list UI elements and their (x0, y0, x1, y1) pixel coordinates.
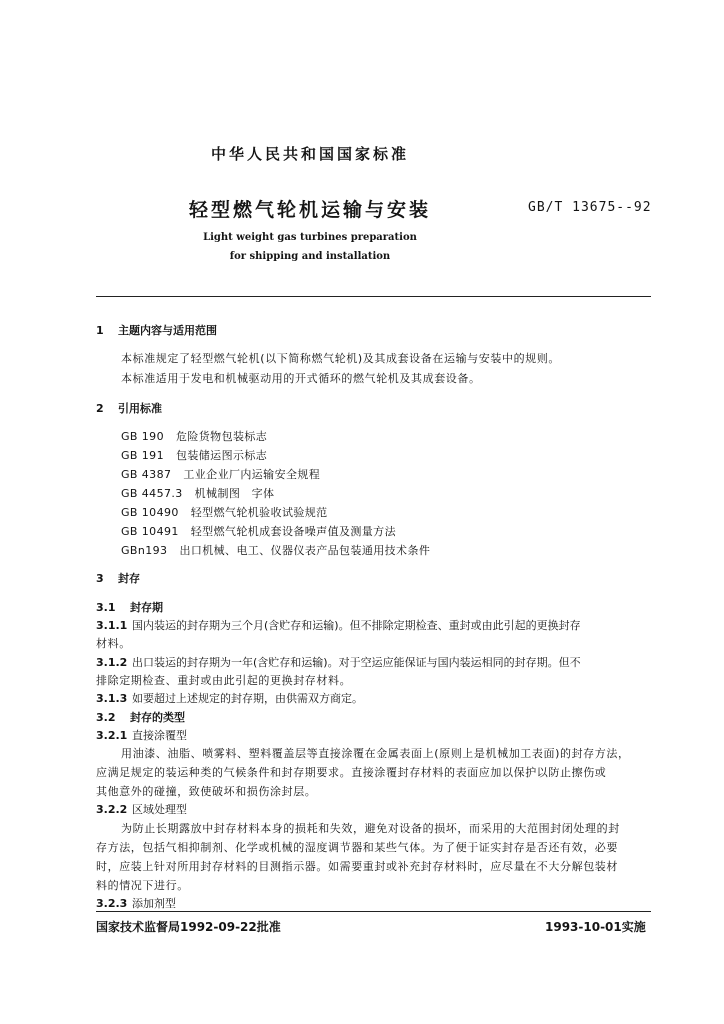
clause-3-1-2-line-2: 排除定期检查、重封或由此引起的更换封存材料。 (96, 674, 352, 687)
reference-title: 包装储运图示标志 (175, 449, 268, 462)
reference-title: 危险货物包装标志 (175, 430, 268, 443)
clause-3-2-2-line-2: 存方法，包括气相抑制剂、化学或机械的湿度调节器和某些气体。为了便于证实封存是否还有效，必要 (96, 841, 618, 854)
section-title: 引用标准 (118, 402, 162, 415)
clause-number: 3.2.1 (96, 729, 128, 742)
clause-number: 3.1.3 (96, 692, 128, 705)
clause-title: 直接涂覆型 (132, 729, 187, 742)
clause-3-1-2-line-1 (96, 654, 581, 670)
implementation-date: 1993-10-01实施 (545, 920, 646, 934)
section-number: 1 (96, 324, 104, 337)
standard-name: 中华人民共和国国家标准 (210, 145, 409, 163)
clause-title: 添加剂型 (132, 897, 176, 910)
reference-item (121, 542, 430, 558)
section-number: 3 (96, 572, 104, 585)
reference-code: GB 10491 (121, 525, 179, 538)
clause-3-1-3 (96, 690, 363, 706)
subsection-number: 3.1 (96, 601, 116, 614)
clause-3-1-1-line-1 (96, 617, 581, 633)
reference-item (121, 428, 267, 444)
clause-title: 区域处理型 (132, 803, 187, 816)
reference-title: 工业企业厂内运输安全规程 (183, 468, 321, 481)
reference-code: GB 190 (121, 430, 164, 443)
reference-code: GBn193 (121, 544, 168, 557)
clause-3-2-2-line-1: 为防止长期露放中封存材料本身的损耗和失效，避免对设备的损坏，而采用的大范围封闭处理的封 (121, 822, 620, 835)
reference-code: GB 4457.3 (121, 487, 183, 500)
subsection-title: 封存的类型 (130, 711, 185, 724)
english-title-line2: for shipping and installation (229, 251, 391, 262)
footer-divider (96, 911, 651, 912)
section-2-heading (96, 400, 162, 416)
clause-3-2-3-heading (96, 895, 176, 911)
reference-code: GB 10490 (121, 506, 179, 519)
clause-3-2-2-line-4: 料的情况下进行。 (96, 879, 189, 892)
clause-3-2-2-line-3: 时，应装上针对所用封存材料的目测指示器。如需要重封或补充封存材料时，应尽量在不大分解包装材 (96, 860, 618, 873)
clause-number: 3.2.2 (96, 803, 128, 816)
clause-number: 3.1.1 (96, 619, 128, 632)
clause-3-2-1-line-3: 其他意外的碰撞，致使破坏和损伤涂封层。 (96, 785, 317, 798)
subsection-3-1-heading (96, 599, 163, 615)
reference-title: 出口机械、电工、仪器仪表产品包装通用技术条件 (179, 544, 431, 557)
standard-code: GB/T 13675--92 (528, 200, 652, 215)
clause-text: 出口装运的封存期为一年(含贮存和运输)。对于空运应能保证与国内装运相同的封存期。但不 (132, 656, 581, 669)
section-1-para-2: 本标准适用于发电和机械驱动用的开式循环的燃气轮机及其成套设备。 (121, 372, 481, 385)
subsection-3-2-heading (96, 709, 185, 725)
section-1-heading (96, 322, 217, 338)
section-title: 封存 (118, 572, 140, 585)
reference-code: GB 4387 (121, 468, 172, 481)
reference-code: GB 191 (121, 449, 164, 462)
clause-3-2-1-line-2: 应满足规定的装运种类的气候条件和封存期要求。直接涂覆封存材料的表面应加以保护以防止擦伤或 (96, 766, 607, 779)
clause-number: 3.1.2 (96, 656, 128, 669)
clause-text: 如要超过上述规定的封存期，由供需双方商定。 (132, 692, 363, 705)
section-number: 2 (96, 402, 104, 415)
clause-3-2-2-heading (96, 801, 187, 817)
reference-item (121, 447, 267, 463)
english-title-line1: Light weight gas turbines preparation (203, 232, 417, 243)
section-1-para-1: 本标准规定了轻型燃气轮机(以下简称燃气轮机)及其成套设备在运输与安装中的规则。 (121, 352, 560, 365)
reference-item (121, 504, 328, 520)
approval-date: 国家技术监督局1992-09-22批准 (96, 920, 281, 934)
clause-number: 3.2.3 (96, 897, 128, 910)
subsection-number: 3.2 (96, 711, 116, 724)
reference-item (121, 485, 274, 501)
clause-3-2-1-line-1: 用油漆、油脂、喷雾料、塑料覆盖层等直接涂覆在金属表面上(原则上是机械加工表面)的封存方法， (121, 747, 630, 760)
document-title: 轻型燃气轮机运输与安装 (188, 199, 431, 221)
reference-item (121, 466, 320, 482)
clause-3-1-1-line-2: 材料。 (96, 637, 131, 650)
section-3-heading (96, 570, 140, 586)
subsection-title: 封存期 (130, 601, 163, 614)
reference-title: 机械制图 字体 (194, 487, 275, 500)
reference-title: 轻型燃气轮机成套设备噪声值及测量方法 (190, 525, 396, 538)
reference-item (121, 523, 396, 539)
reference-title: 轻型燃气轮机验收试验规范 (190, 506, 328, 519)
header-divider (96, 296, 651, 297)
clause-3-2-1-heading (96, 727, 187, 743)
clause-text: 国内装运的封存期为三个月(含贮存和运输)。但不排除定期检查、重封或由此引起的更换封存 (132, 619, 581, 632)
section-title: 主题内容与适用范围 (118, 324, 217, 337)
